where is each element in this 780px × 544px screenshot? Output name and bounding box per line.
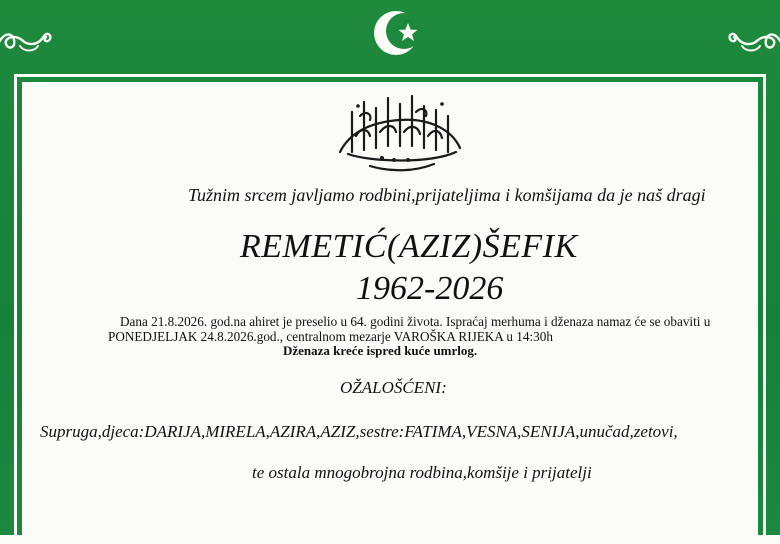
details-line-3: Dženaza kreće ispred kuće umrlog. bbox=[283, 343, 478, 358]
life-years: 1962-2026 bbox=[356, 270, 504, 307]
details-line-1: Dana 21.8.2026. god.na ahiret je preselio u 64. godini života. Ispraćaj merhuma i dženaza namaz će se obaviti u bbox=[120, 314, 711, 329]
crescent-star-icon bbox=[370, 4, 430, 62]
deceased-name: REMETIĆ(AZIZ)ŠEFIK bbox=[240, 228, 578, 265]
intro-text: Tužnim srcem javljamo rodbini,prijateljima i komšijama da je naš dragi bbox=[188, 185, 706, 205]
others-list: te ostala mnogobrojna rodbina,komšije i prijatelji bbox=[252, 463, 592, 482]
arabic-calligraphy-emblem bbox=[330, 92, 470, 174]
ornament-flourish-right bbox=[716, 26, 780, 54]
details-line-2: PONEDJELJAK 24.8.2026.god., centralnom mezarje VAROŠKA RIJEKA u 14:30h bbox=[108, 329, 553, 344]
family-list: Supruga,djeca:DARIJA,MIRELA,AZIRA,AZIZ,sestre:FATIMA,VESNA,SENIJA,unučad,zetovi, bbox=[40, 422, 678, 441]
ornament-flourish-left bbox=[0, 26, 64, 54]
mourners-heading: OŽALOŠĆENI: bbox=[340, 378, 447, 397]
